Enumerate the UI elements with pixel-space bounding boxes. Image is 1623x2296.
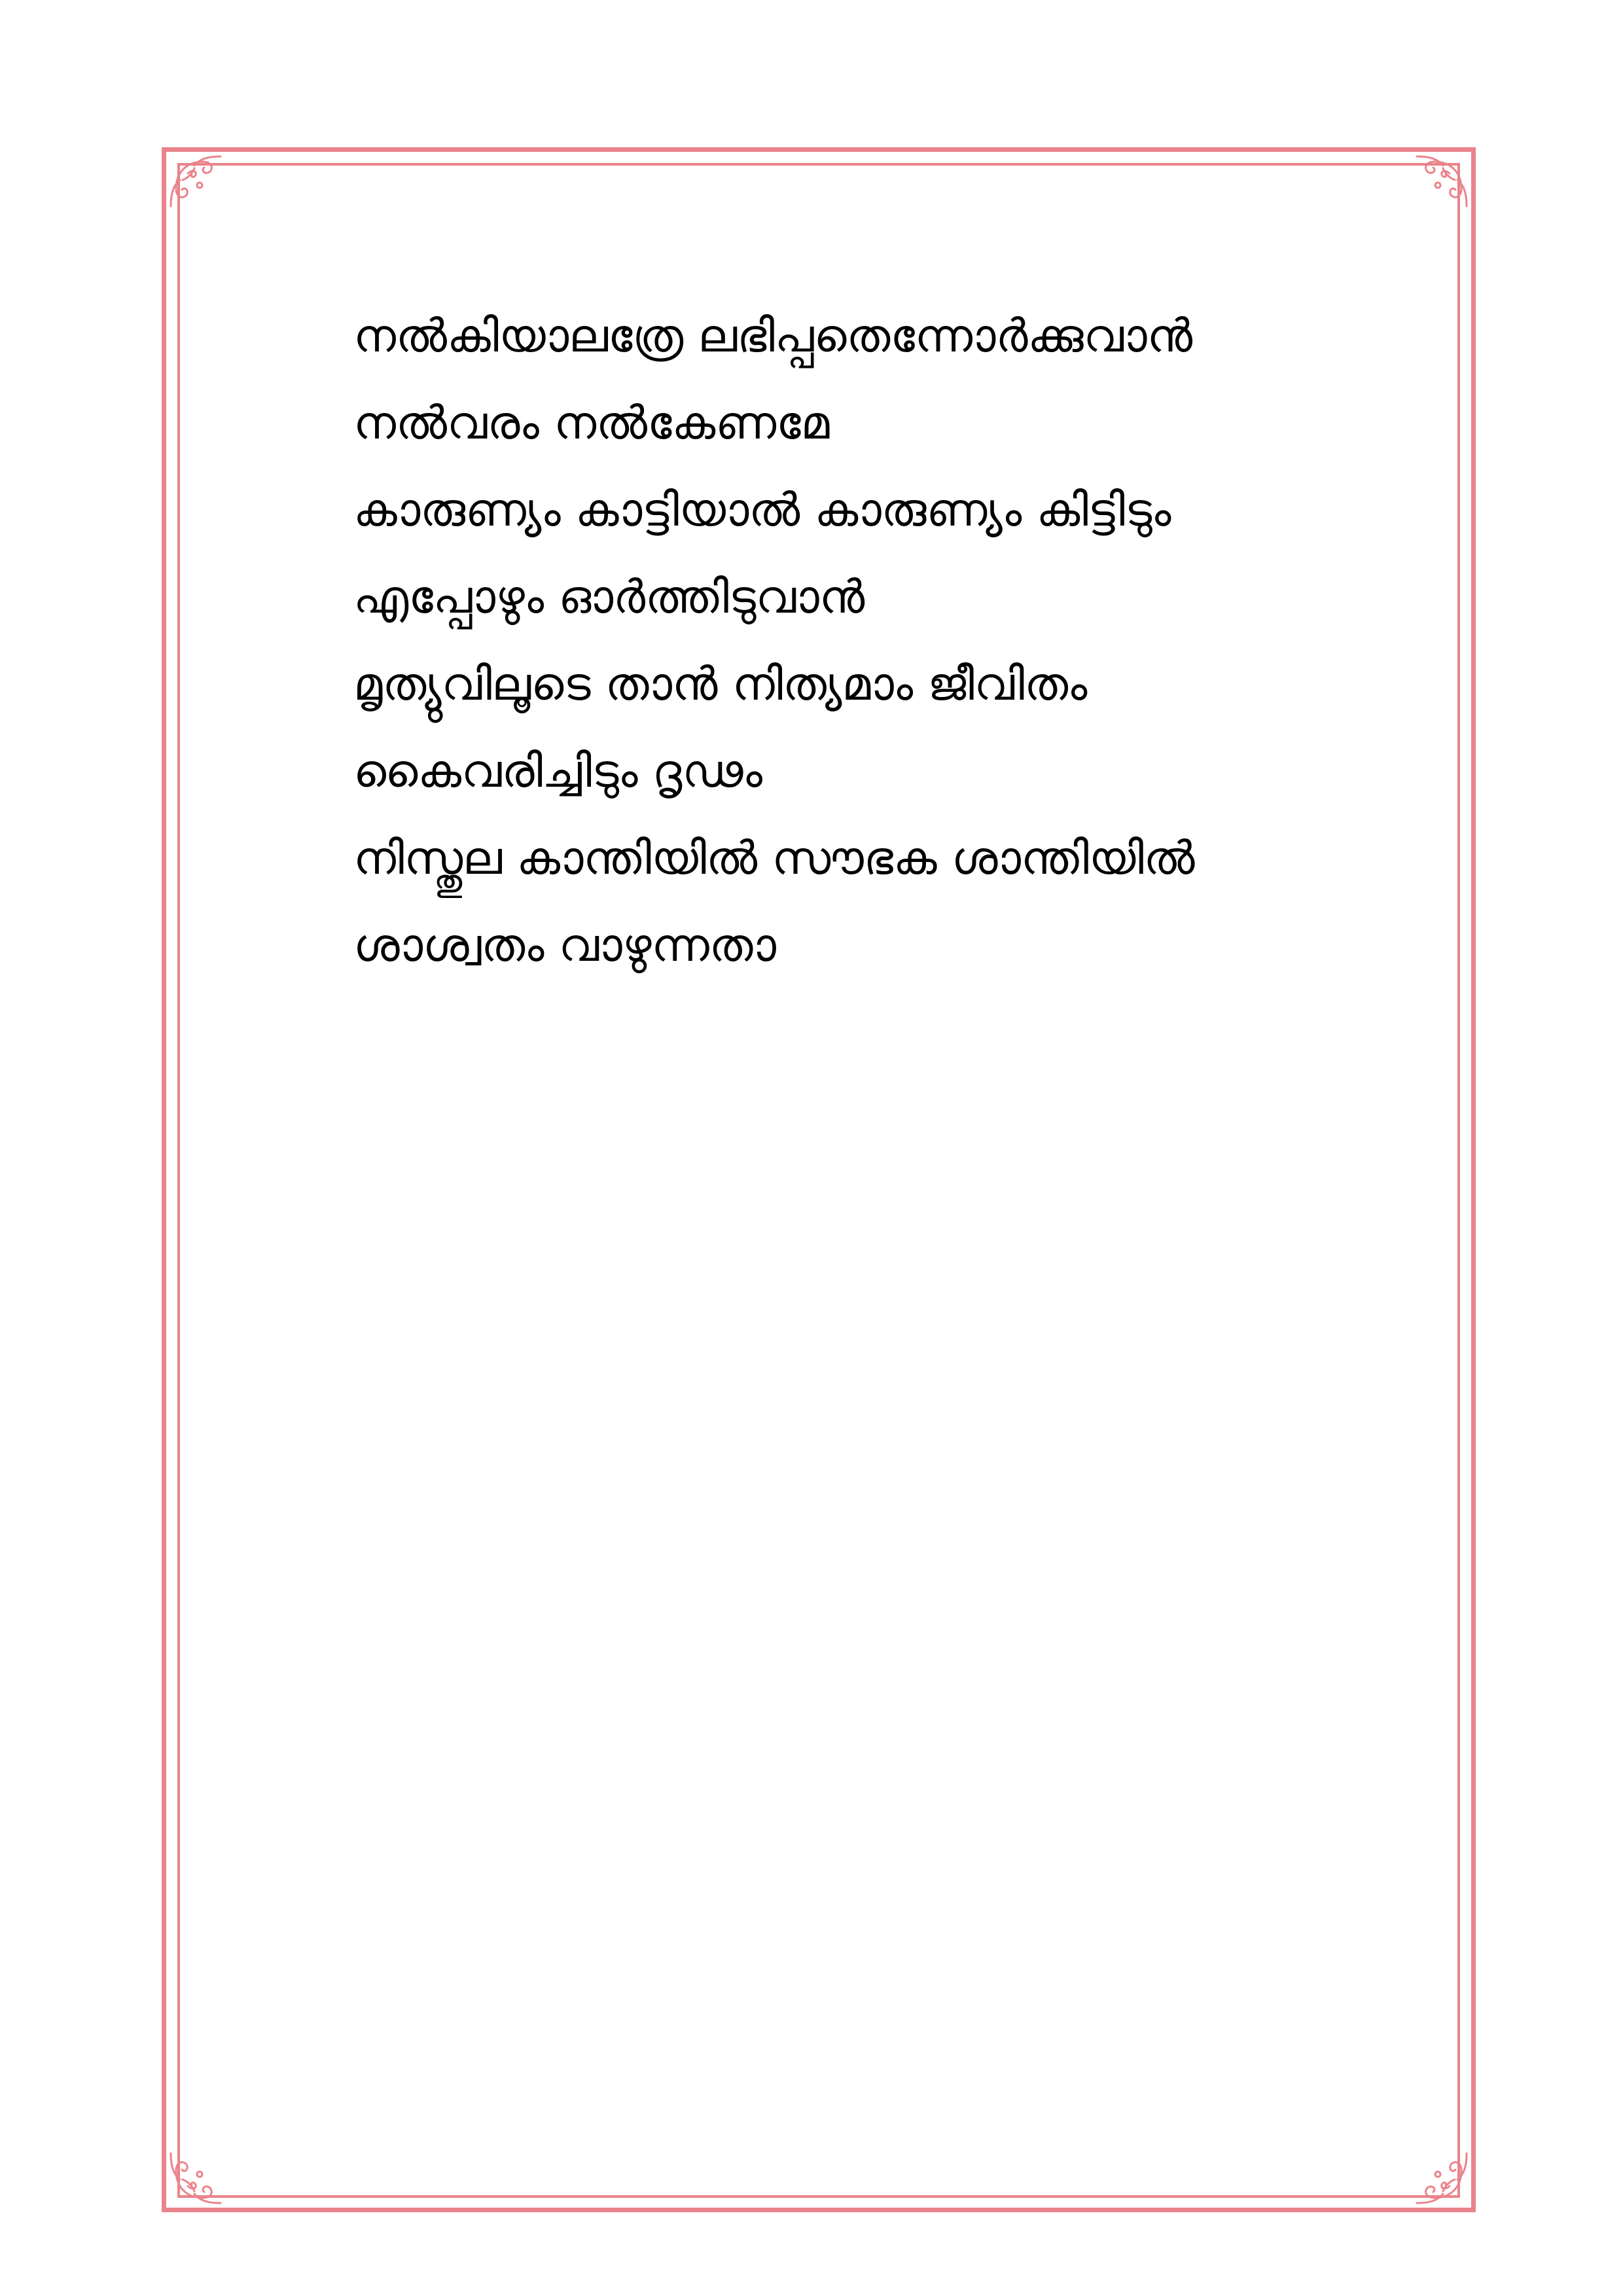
verse-line-4: എപ്പോഴും ഓർത്തിടുവാൻ: [353, 570, 865, 624]
verse-line-6: കൈവരിച്ചിടും ദൃഢം: [353, 744, 762, 798]
verse-line-2: നൽവരം നൽകേണമേ: [353, 396, 830, 450]
verse-line-5: മൃത്യുവിലൂടെ താൻ നിത്യമാം ജീവിതം: [353, 657, 1088, 711]
corner-ornament-bottom-right-icon: [1410, 2147, 1476, 2212]
verse-line-3: കാരുണ്യം കാട്ടിയാൽ കാരുണ്യം കിട്ടിടും: [353, 483, 1171, 537]
corner-ornament-top-left-icon: [162, 147, 227, 213]
verse-line-8: ശാശ്വതം വാഴുന്നതാ: [353, 918, 776, 972]
verse-line-1: നൽകിയാലത്രേ ലഭിപ്പതെന്നോർക്കുവാൻ: [353, 309, 1193, 363]
verse-line-7: നിസ്തുല കാന്തിയിൽ സൗഭക ശാന്തിയിൽ: [353, 831, 1195, 885]
corner-ornament-bottom-left-icon: [162, 2147, 227, 2212]
corner-ornament-top-right-icon: [1410, 147, 1476, 213]
verse-block: [353, 293, 1440, 989]
